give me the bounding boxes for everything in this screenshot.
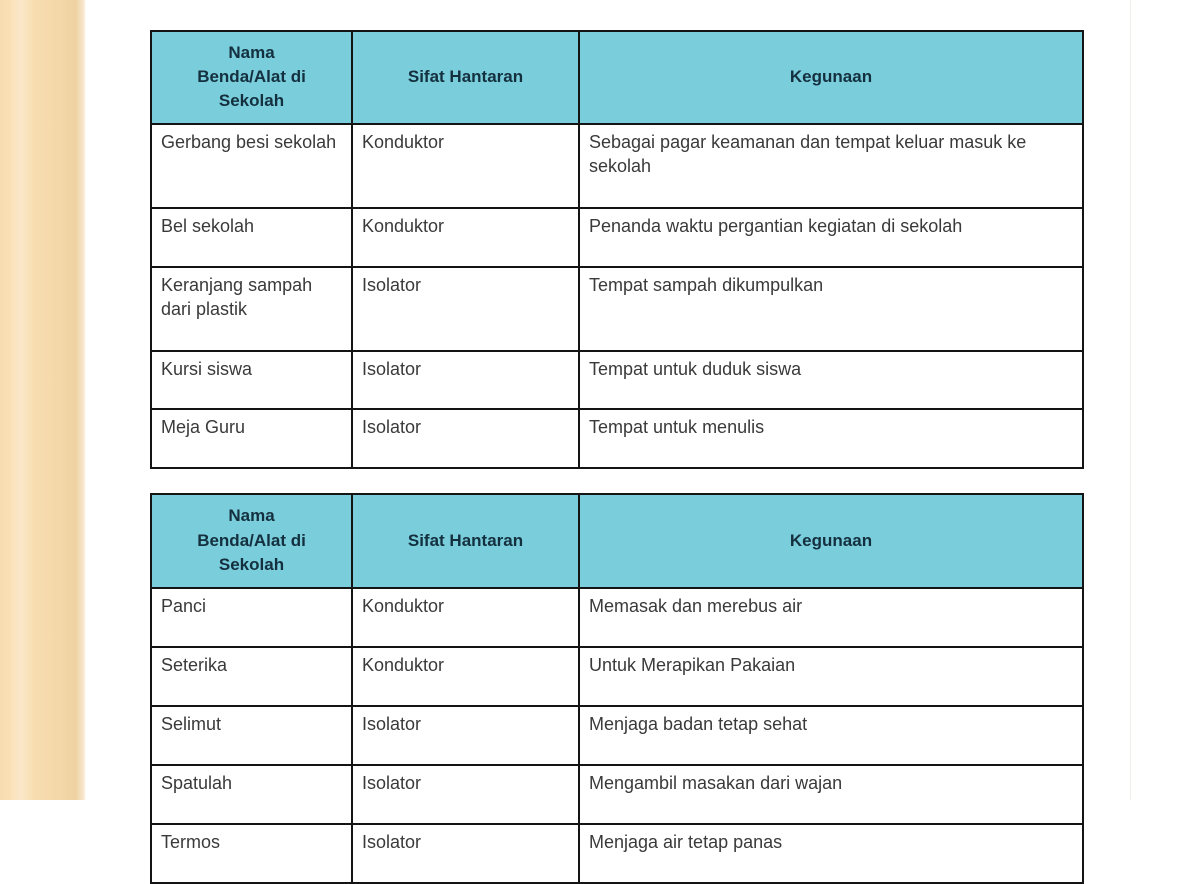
table-body — [151, 588, 1083, 883]
page-right-rule — [1130, 0, 1131, 800]
cell-sifat: Konduktor — [352, 647, 579, 706]
cell-kegunaan: Memasak dan merebus air — [579, 588, 1083, 647]
table-row — [151, 409, 1083, 468]
table-header — [151, 31, 1083, 124]
table-row — [151, 824, 1083, 883]
cell-nama: Selimut — [151, 706, 352, 765]
cell-nama: Keranjang sampah dari plastik — [151, 267, 352, 351]
cell-nama: Meja Guru — [151, 409, 352, 468]
cell-nama: Panci — [151, 588, 352, 647]
cell-sifat: Isolator — [352, 706, 579, 765]
table-body — [151, 124, 1083, 468]
table-row — [151, 706, 1083, 765]
cell-kegunaan: Untuk Merapikan Pakaian — [579, 647, 1083, 706]
conductivity-table-school — [150, 30, 1084, 469]
cell-sifat: Konduktor — [352, 208, 579, 267]
column-header-nama — [151, 31, 352, 124]
cell-kegunaan: Tempat untuk duduk siswa — [579, 351, 1083, 409]
page-edge-highlight — [8, 0, 34, 800]
table-row — [151, 208, 1083, 267]
cell-sifat: Isolator — [352, 409, 579, 468]
table-header — [151, 494, 1083, 587]
column-header-nama-line-1: Nama — [228, 43, 275, 62]
cell-nama: Bel sekolah — [151, 208, 352, 267]
cell-sifat: Isolator — [352, 824, 579, 883]
cell-kegunaan: Menjaga air tetap panas — [579, 824, 1083, 883]
cell-sifat: Isolator — [352, 351, 579, 409]
column-header-nama-line-2: Benda/Alat di — [197, 530, 306, 550]
cell-kegunaan: Tempat sampah dikumpulkan — [579, 267, 1083, 351]
table-row — [151, 765, 1083, 824]
cell-nama: Termos — [151, 824, 352, 883]
cell-kegunaan: Penanda waktu pergantian kegiatan di sekolah — [579, 208, 1083, 267]
column-header-nama-line-1: Nama — [228, 506, 275, 526]
table-row — [151, 588, 1083, 647]
cell-kegunaan: Tempat untuk menulis — [579, 409, 1083, 468]
cell-nama: Kursi siswa — [151, 351, 352, 409]
column-header-sifat-hantaran: Sifat Hantaran — [352, 31, 579, 124]
cell-sifat: Konduktor — [352, 124, 579, 208]
cell-nama: Seterika — [151, 647, 352, 706]
cell-sifat: Isolator — [352, 267, 579, 351]
column-header-nama — [151, 494, 352, 587]
conductivity-table-home — [150, 493, 1084, 883]
table-row — [151, 124, 1083, 208]
cell-nama: Gerbang besi sekolah — [151, 124, 352, 208]
table-header-row — [151, 494, 1083, 587]
column-header-kegunaan: Kegunaan — [579, 494, 1083, 587]
cell-kegunaan: Menjaga badan tetap sehat — [579, 706, 1083, 765]
cell-kegunaan: Sebagai pagar keamanan dan tempat keluar masuk ke sekolah — [579, 124, 1083, 208]
column-header-nama-line-3: Sekolah — [218, 554, 285, 574]
table-header-row — [151, 31, 1083, 124]
column-header-kegunaan: Kegunaan — [579, 31, 1083, 124]
cell-sifat: Konduktor — [352, 588, 579, 647]
table-row — [151, 267, 1083, 351]
column-header-nama-line-2: Benda/Alat di — [197, 67, 306, 87]
cell-kegunaan: Mengambil masakan dari wajan — [579, 765, 1083, 824]
document-content — [150, 30, 1082, 884]
column-header-sifat-hantaran: Sifat Hantaran — [352, 494, 579, 587]
table-row — [151, 351, 1083, 409]
cell-nama: Spatulah — [151, 765, 352, 824]
column-header-nama-line-3: Sekolah — [218, 91, 285, 111]
table-row — [151, 647, 1083, 706]
cell-sifat: Isolator — [352, 765, 579, 824]
